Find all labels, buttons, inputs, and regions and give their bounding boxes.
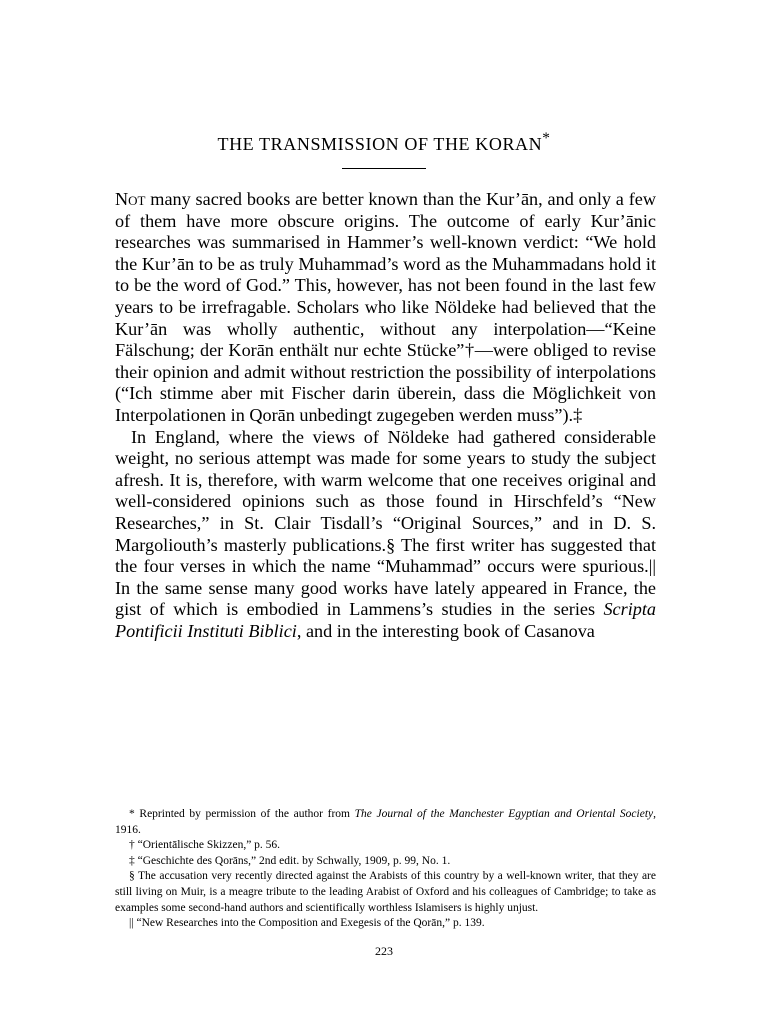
paragraph-2 (115, 427, 656, 643)
footnote-1-text-a: Reprinted by permission of the author from (134, 808, 355, 820)
paragraph-2-text-d: , and in the interesting book of Casanova (296, 620, 595, 641)
paragraph-1-text-b: —were obliged to revise their opinion and admit without restriction the possibility of interpolations (“Ich stimme aber mit Fischer darin überein, dass die Möglichkeit von Interpolationen in Qorān unbedingt zugegeben werden muss”). (115, 340, 657, 425)
title-footnote-mark: * (542, 130, 551, 147)
page-number: 223 (375, 944, 393, 958)
paragraph-1-lead: Not (115, 189, 146, 209)
body-text (115, 189, 656, 642)
footnote-1-text-b: , 1916. (115, 808, 656, 836)
footnote-5: || “New Researches into the Composition and Exegesis of the Qorān,” p. 139. (129, 917, 485, 930)
footnote-ref-dagger: † (464, 340, 475, 361)
paragraph-1-text-a: many sacred books are better known than the Kur’ān, and only a few of them have more obscure origins. The outcome of early Kur’ānic researches was summarised in Hammer’s well-known verdict: “We hold the Kur’ān to be as truly Muhammad’s word as the Muhammadans hold it to be the word of God.” This, however, has not been found in the last few years to be irrefragable. Scholars who like Nöldeke had believed that the Kur’ān was wholly authentic, without any interpolation—“Keine Fälschung; der Korān enthält nur echte Stücke” (115, 189, 656, 361)
footnotes (115, 807, 656, 932)
series-title: Scripta Pontificii Instituti Biblici (115, 599, 656, 641)
page-title (0, 130, 768, 155)
paragraph-2-text-b: The first writer has suggested that the four verses in which the name “Muhammad” occurs were spurious. (115, 534, 656, 577)
footnote-ref-section: § (386, 534, 396, 555)
footnote-1-journal: The Journal of the Manchester Egyptian and Oriental Society (354, 808, 654, 820)
footnote-4: § The accusation very recently directed against the Arabists of this country by a well-known writer, that they are still living on Muir, is a meagre tribute to the leading Arabist of Oxford and his colleagues of Cambridge; to take as examples some second-hand authors and scientifically worthless Islamisers is highly unjust. (115, 870, 656, 914)
footnote-1 (115, 807, 656, 838)
title-text: THE TRANSMISSION OF THE KORAN (217, 134, 543, 154)
title-rule (342, 168, 426, 169)
footnote-1-mark: * (129, 808, 135, 820)
paragraph-1 (115, 189, 656, 427)
paragraph-2-text-c: In the same sense many good works have lately appeared in France, the gist of which is embodied in Lammens’s studies in the series (115, 577, 656, 620)
footnote-ref-parallel: || (648, 556, 656, 577)
footnote-3: ‡ “Geschichte des Qorāns,” 2nd edit. by Schwally, 1909, p. 99, No. 1. (129, 854, 451, 867)
footnote-ref-double-dagger: ‡ (573, 404, 583, 425)
paragraph-2-text-a: In England, where the views of Nöldeke had gathered considerable weight, no serious attempt was made for some years to study the subject afresh. It is, therefore, with warm welcome that one receives original and well-considered opinions such as those found in Hirschfeld’s “New Researches,” in St. Clair Tisdall’s “Original Sources,” and in D. S. Margoliouth’s masterly publications. (115, 426, 656, 555)
footnote-2: † “Orientālische Skizzen,” p. 56. (129, 839, 281, 852)
